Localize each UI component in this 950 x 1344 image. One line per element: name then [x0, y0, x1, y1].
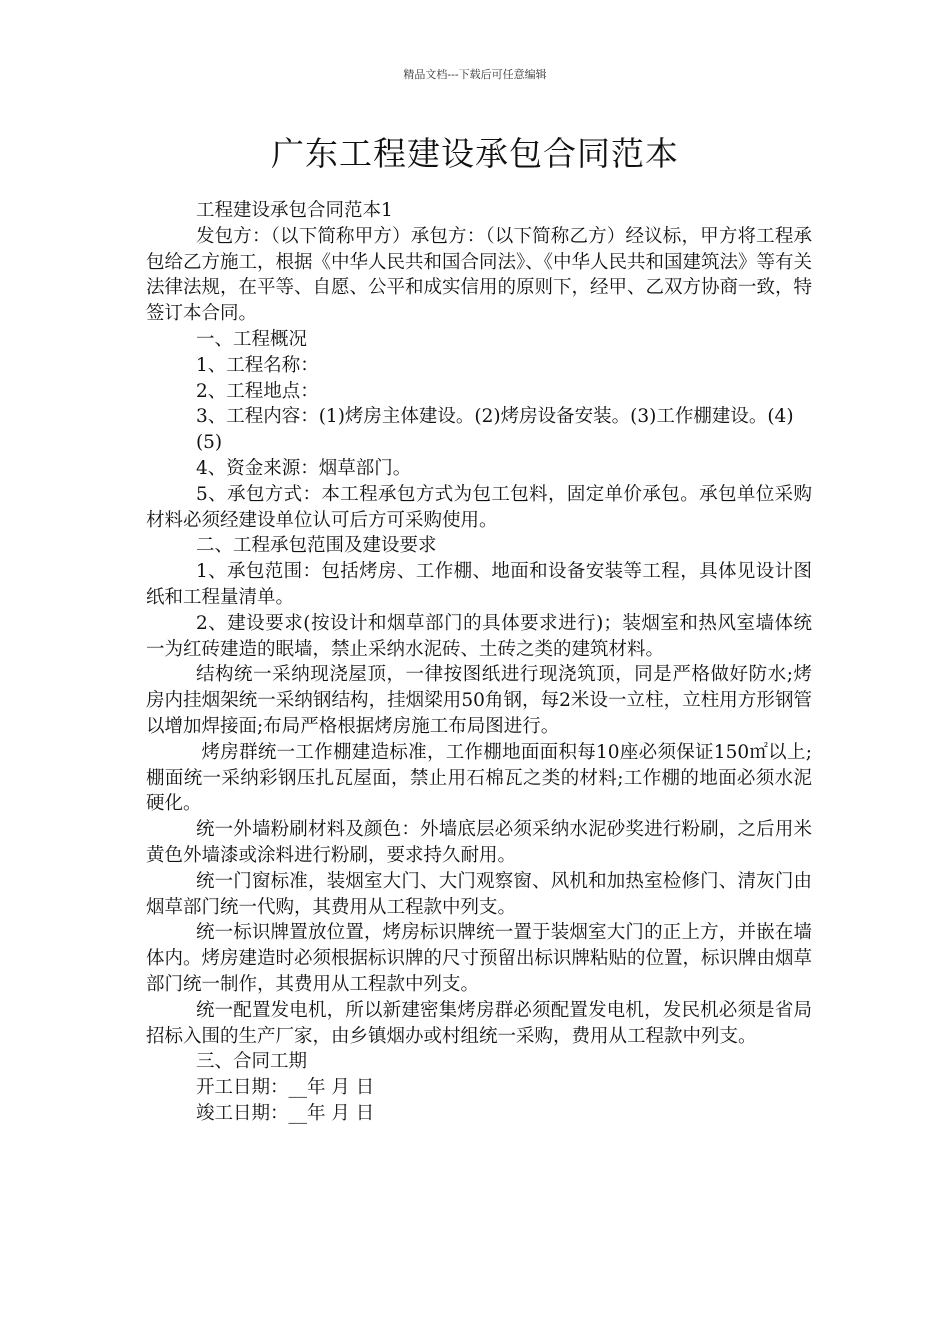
paragraph-project-location: 2、工程地点：	[195, 380, 319, 402]
paragraph-scope: 1、承包范围：包括烤房、工作棚、地面和设备安装等工程，具体见设计图纸和工程量清单。	[146, 561, 812, 608]
paragraph-project-content: 3、工程内容：(1)烤房主体建设。(2)烤房设备安装。(3)工作棚建设。(4)	[195, 406, 794, 428]
paragraph-contract-mode: 5、承包方式：本工程承包方式为包工包料，固定单价承包。承包单位采购材料必须经建设单位认可后方可采购使用。	[146, 483, 812, 531]
paragraph-subtitle: 工程建设承包合同范本1	[195, 200, 393, 221]
paragraph-completion-date: 竣工日期：__年 月 日	[195, 1102, 375, 1124]
header-note: 精品文档---下载后可任意编辑	[403, 68, 547, 81]
paragraph-start-date: 开工日期：__年 月 日	[195, 1077, 375, 1099]
section-heading-1: 一、工程概况	[195, 328, 307, 350]
paragraph-requirements: 2、建设要求(按设计和烟草部门的具体要求进行)；装烟室和热风室墙体统一为红砖建造的眠墙，禁止采纳水泥砖、土砖之类的建筑材料。	[146, 612, 812, 660]
paragraph-doors-windows: 统一门窗标准，装烟室大门、大门观察窗、风机和加热室检修门、清灰门由烟草部门统一代购，其费用从工程款中列支。	[146, 870, 812, 918]
document-body	[146, 198, 812, 1127]
section-heading-2: 二、工程承包范围及建设要求	[195, 535, 437, 557]
paragraph-funding: 4、资金来源：烟草部门。	[195, 457, 412, 479]
document-title: 广东工程建设承包合同范本	[271, 134, 679, 173]
paragraph-project-name: 1、工程名称：	[195, 354, 319, 376]
section-heading-3: 三、合同工期	[195, 1051, 307, 1073]
paragraph-parties: 发包方：（以下简称甲方）承包方：（以下简称乙方）经议标，甲方将工程承包给乙方施工，根据《中华人民共和国合同法》、《中华人民共和国建筑法》等有关法律法规，在平等、自愿、公平和成实信用的原则下，经甲、乙双方协商一致，特签订本合同。	[146, 225, 813, 325]
paragraph-project-content-5: (5)	[195, 432, 223, 454]
paragraph-work-shed: 烤房群统一工作棚建造标准，工作棚地面面积每10座必须保证150㎡以上;棚面统一采纳彩钢压扎瓦屋面，禁止用石棉瓦之类的材料;工作棚的地面必须水泥硬化。	[146, 741, 812, 815]
paragraph-generator: 统一配置发电机，所以新建密集烤房群必须配置发电机，发民机必须是省局招标入围的生产厂家，由乡镇烟办或村组统一采购，费用从工程款中列支。	[146, 999, 812, 1047]
paragraph-signage: 统一标识牌置放位置，烤房标识牌统一置于装烟室大门的正上方，并嵌在墙体内。烤房建造时必须根据标识牌的尺寸预留出标识牌粘贴的位置，标识牌由烟草部门统一制作，其费用从工程款中列支。	[146, 922, 813, 995]
paragraph-structure: 结构统一采纳现浇屋顶，一律按图纸进行现浇筑顶，同是严格做好防水;烤房内挂烟架统一采纳钢结构，挂烟梁用50角钢，每2米设一立柱，立柱用方形钢管以增加焊接面;布局严格根据烤房施工布局图进行。	[146, 664, 812, 737]
paragraph-exterior-paint: 统一外墙粉刷材料及颜色：外墙底层必须采纳水泥砂奖进行粉刷，之后用米黄色外墙漆或涂料进行粉刷，要求持久耐用。	[146, 819, 812, 866]
